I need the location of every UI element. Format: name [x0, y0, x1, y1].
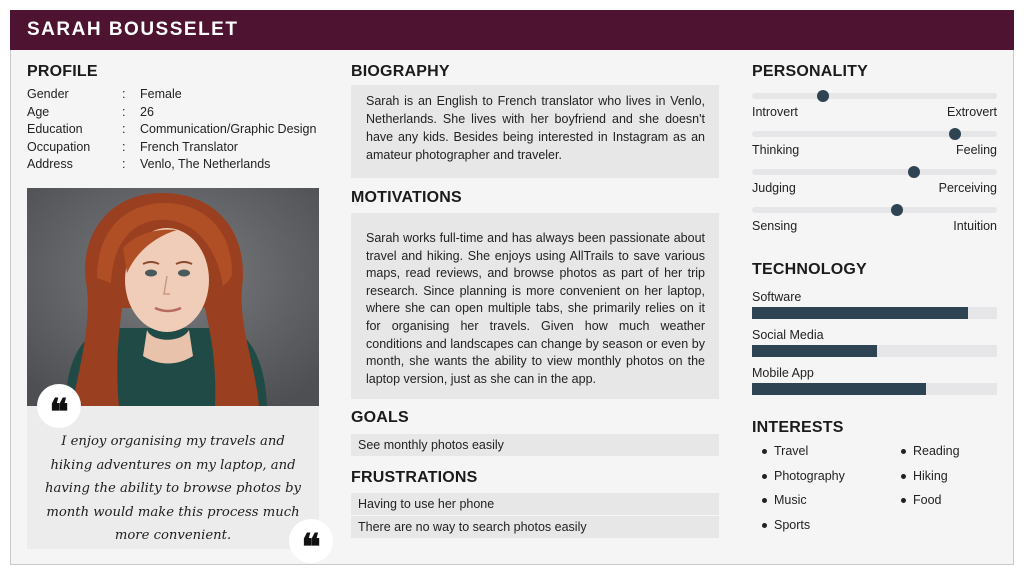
interest-label: Food [913, 493, 942, 507]
tech-level-fill [752, 307, 968, 319]
personality-heading: PERSONALITY [752, 63, 868, 80]
tech-level-track [752, 383, 997, 395]
close-quote-icon: ❝ [289, 519, 333, 563]
profile-value: Communication/Graphic Design [140, 122, 317, 136]
motivations-heading: MOTIVATIONS [351, 189, 462, 206]
profile-heading: PROFILE [27, 63, 98, 80]
biography-heading: BIOGRAPHY [351, 63, 450, 80]
interests-heading: INTERESTS [752, 419, 844, 436]
scale-left-label: Thinking [752, 143, 800, 157]
persona-quote: I enjoy organising my travels and hiking adventures on my laptop, and having the ability to browse photos by month would make this process much more convenient. [45, 434, 301, 543]
scale-right-label: Perceiving [938, 181, 997, 195]
profile-row-address [27, 155, 327, 173]
frustration-item: There are no way to search photos easily [351, 516, 719, 538]
interest-label: Photography [774, 469, 845, 483]
scale-right-label: Extrovert [946, 105, 997, 119]
personality-scale-marker [817, 90, 829, 102]
scale-left-label: Sensing [752, 219, 798, 233]
frustrations-heading: FRUSTRATIONS [351, 469, 478, 486]
profile-separator: : [122, 140, 126, 154]
tech-label: Software [752, 290, 802, 304]
interest-label: Sports [774, 518, 811, 532]
tech-label: Social Media [752, 328, 824, 342]
personality-scale-track [752, 169, 997, 175]
biography-text: Sarah is an English to French translator who lives in Venlo, Netherlands. She lives with her boyfriend and she doesn't have any kids. Besides being interested in Instagram as an amateur photographer and traveler. [351, 85, 719, 178]
scale-right-label: Intuition [953, 219, 997, 233]
profile-key: Gender [27, 87, 69, 101]
profile-key: Age [27, 105, 50, 119]
interest-label: Music [774, 493, 807, 507]
profile-value: French Translator [140, 140, 238, 154]
personality-scale-track [752, 131, 997, 137]
tech-level-fill [752, 345, 877, 357]
tech-level-fill [752, 383, 926, 395]
open-quote-icon: ❝ [37, 384, 81, 428]
profile-row-education [27, 120, 327, 138]
personality-scale-track [752, 207, 997, 213]
profile-separator: : [122, 122, 126, 136]
technology-heading: TECHNOLOGY [752, 261, 867, 278]
profile-value: 26 [140, 105, 154, 119]
profile-separator: : [122, 157, 126, 171]
goal-item: See monthly photos easily [351, 434, 719, 456]
persona-photo [27, 188, 319, 406]
profile-key: Occupation [27, 140, 91, 154]
persona-name: SARAH BOUSSELET [27, 19, 239, 40]
scale-right-label: Feeling [956, 143, 997, 157]
profile-row-occupation [27, 138, 327, 156]
interest-label: Reading [913, 444, 960, 458]
profile-value: Female [140, 87, 182, 101]
scale-left-label: Introvert [752, 105, 798, 119]
profile-separator: : [122, 87, 126, 101]
interest-label: Hiking [913, 469, 948, 483]
tech-level-track [752, 345, 997, 357]
tech-label: Mobile App [752, 366, 814, 380]
profile-value: Venlo, The Netherlands [140, 157, 271, 171]
interest-label: Travel [774, 444, 809, 458]
tech-level-track [752, 307, 997, 319]
profile-key: Address [27, 157, 73, 171]
profile-row-age [27, 103, 327, 121]
motivations-text: Sarah works full-time and has always been passionate about travel and hiking. She enjoys using AllTrails to save various maps, read reviews, and browse photos as part of her trip research. Since planning is more convenient on her laptop, where she can open multiple tabs, she primarily relies on it for organising her travels. Given how much weather conditions and landscapes can change by season or even by month, she wants the ability to view monthly photos on the laptop version, just as she can in the app. [351, 213, 719, 399]
profile-separator: : [122, 105, 126, 119]
profile-key: Education [27, 122, 83, 136]
scale-left-label: Judging [752, 181, 796, 195]
personality-scale-marker [891, 204, 903, 216]
frustration-item: Having to use her phone [351, 493, 719, 515]
goals-heading: GOALS [351, 409, 409, 426]
personality-scale-track [752, 93, 997, 99]
personality-scale-marker [908, 166, 920, 178]
profile-row-gender [27, 85, 327, 103]
